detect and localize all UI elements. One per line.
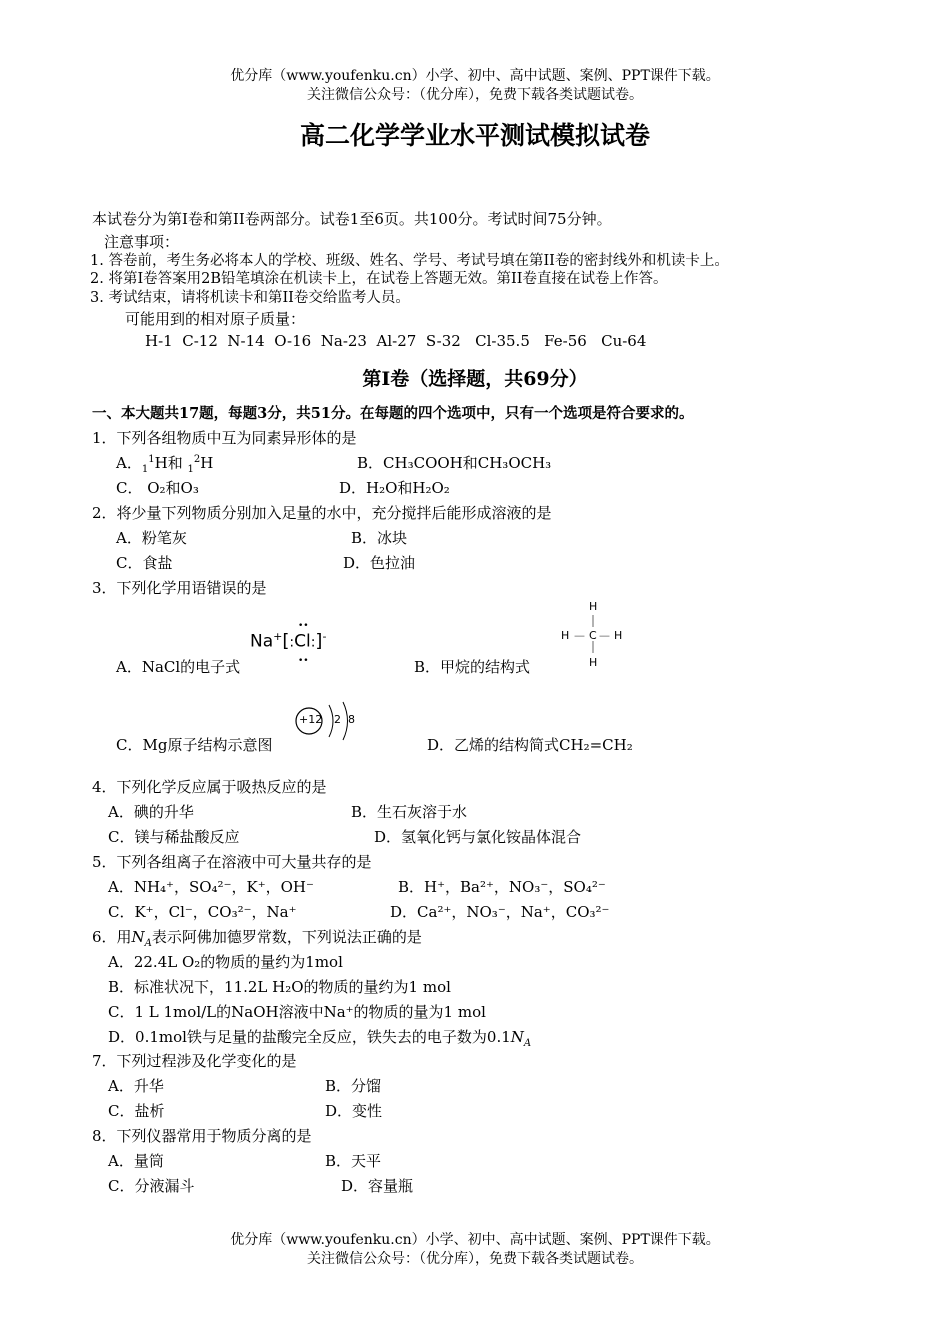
q7-stem: 7．下列过程涉及化学变化的是 [92,1052,297,1070]
q1-a-h1: H [154,454,168,472]
ch4-h-bottom: H [589,656,598,669]
q4-stem: 4．下列化学反应属于吸热反应的是 [92,778,327,796]
q6-option-b: B．标准状况下，11.2L H₂O的物质的量约为1 mol [108,978,451,996]
q1-stem: 1．下列各组物质中互为同素异形体的是 [92,429,357,447]
q1-option-a [116,452,213,475]
q6-option-d [108,1026,531,1049]
q2-option-b: B．冰块 [351,529,408,547]
q3-stem: 3．下列化学用语错误的是 [92,579,267,597]
q1-a-sub2: 1 [187,464,194,475]
q6-stem-pre: 6．用 [92,928,132,946]
section-1-instruction: 一、本大题共17题，每题3分，共51分。在每题的四个选项中，只有一个选项是符合要求的。 [92,405,694,422]
header-line-1: 优分库（www.youfenku.cn）小学、初中、高中试题、案例、PPT课件下载。 [230,68,720,84]
q7-option-a: A．升华 [108,1077,164,1095]
q1-a-h2: H [200,454,214,472]
nacl-dots-bottom: •• [298,656,309,666]
q6-na-a: A [144,938,152,949]
q4-option-a: A．碘的升华 [108,803,194,821]
q1-option-c: C． O₂和O₃ [116,479,199,497]
footer-line-2: 关注微信公众号：（优分库），免费下载各类试题试卷。 [307,1251,643,1267]
q1-a-label: A． [116,454,142,472]
q3-option-a: A．NaCl的电子式 [116,658,241,676]
q7-option-b: B．分馏 [325,1077,382,1095]
mg-shell-1: 2 [334,713,341,726]
q1-option-b: B．CH₃COOH和CH₃OCH₃ [357,454,552,472]
footer-line-1: 优分库（www.youfenku.cn）小学、初中、高中试题、案例、PPT课件下载。 [230,1232,720,1248]
q6-d-text: D．0.1mol铁与足量的盐酸完全反应，铁失去的电子数为0.1 [108,1028,511,1046]
q8-option-c: C．分液漏斗 [108,1177,195,1195]
q6-na-n: N [131,928,145,946]
q2-stem: 2．将少量下列物质分别加入足量的水中，充分搅拌后能形成溶液的是 [92,504,552,522]
atomic-mass-label: 可能用到的相对原子质量： [125,310,306,328]
q1-a-sup1: 1 [148,454,155,465]
q6-option-c: C．1 L 1mol/L的NaOH溶液中Na⁺的物质的量为1 mol [108,1003,486,1021]
q1-option-d: D．H₂O和H₂O₂ [339,479,450,497]
section-1-title: 第I卷（选择题，共69分） [362,368,588,390]
q6-option-a: A．22.4L O₂的物质的量约为1mol [108,953,343,971]
q7-option-d: D．变性 [325,1102,383,1120]
ch4-c: C [589,629,597,642]
ch4-h-right: H [614,629,623,642]
q2-option-a: A．粉笔灰 [116,529,187,547]
nacl-na: Na [250,631,274,652]
q8-stem: 8．下列仪器常用于物质分离的是 [92,1127,312,1145]
q8-option-d: D．容量瓶 [341,1177,414,1195]
q1-a-and: 和 [167,454,183,472]
q1-a-sup2: 2 [193,454,201,465]
q5-option-d: D．Ca²⁺，NO₃⁻，Na⁺，CO₃²⁻ [390,903,610,921]
q5-option-b: B．H⁺，Ba²⁺，NO₃⁻，SO₄²⁻ [398,878,606,896]
q5-stem: 5．下列各组离子在溶液中可大量共存的是 [92,853,372,871]
q3-option-c: C．Mg原子结构示意图 [116,736,273,754]
q1-a-sub1: 1 [141,464,149,475]
ch4-h-left: H [561,629,570,642]
atomic-mass-values: H-1 C-12 N-14 O-16 Na-23 Al-27 S-32 Cl-35.5 Fe-56 Cu-64 [145,332,647,350]
q6-d-na-a: A [523,1038,532,1049]
q2-option-d: D．色拉油 [343,554,416,572]
q7-option-c: C．盐析 [108,1102,165,1120]
notice-item-3: 3. 考试结束，请将机读卡和第II卷交给监考人员。 [90,290,410,306]
q5-option-a: A．NH₄⁺，SO₄²⁻，K⁺，OH⁻ [108,878,314,896]
nacl-plus: + [273,630,283,643]
notice-item-2: 2. 将第I卷答案用2B铅笔填涂在机读卡上，在试卷上答题无效。第II卷直接在试卷上作答。 [90,271,668,287]
nacl-minus: - [322,630,327,643]
q4-option-d: D．氢氧化钙与氯化铵晶体混合 [374,828,582,846]
ch4-h-top: H [589,600,598,613]
nacl-electron-formula: Na+[:Cl:]- [250,630,327,652]
ch4-bond-left: — [574,629,585,642]
ch4-bond-right: — [599,629,610,642]
nacl-dots-top: •• [298,621,309,631]
q2-option-c: C．食盐 [116,554,173,572]
q3-option-b: B．甲烷的结构式 [414,658,531,676]
header-line-2: 关注微信公众号：（优分库），免费下载各类试题试卷。 [307,87,643,103]
notice-label: 注意事项： [104,233,180,251]
q6-stem-post: 表示阿佛加德罗常数，下列说法正确的是 [151,928,422,946]
q5-option-c: C．K⁺，Cl⁻，CO₃²⁻，Na⁺ [108,903,297,921]
q4-option-b: B．生石灰溶于水 [351,803,468,821]
ch4-vertical-bonds [585,612,601,656]
q6-stem [92,926,422,949]
mg-nucleus-charge: +12 [299,713,323,726]
nacl-cl: Cl [294,631,311,652]
notice-item-1: 1. 答卷前，考生务必将本人的学校、班级、姓名、学号、考试号填在第II卷的密封线外和机读卡上。 [90,253,729,269]
q8-option-b: B．天平 [325,1152,382,1170]
page-title: 高二化学学业水平测试模拟试卷 [299,121,650,150]
q4-option-c: C．镁与稀盐酸反应 [108,828,240,846]
exam-description: 本试卷分为第I卷和第II卷两部分。试卷1至6页。共100分。考试时间75分钟。 [92,210,612,228]
mg-shell-2: 8 [348,713,355,726]
q3-option-d: D．乙烯的结构简式CH₂=CH₂ [427,736,633,754]
q6-d-na-n: N [510,1028,524,1046]
q8-option-a: A．量筒 [108,1152,164,1170]
